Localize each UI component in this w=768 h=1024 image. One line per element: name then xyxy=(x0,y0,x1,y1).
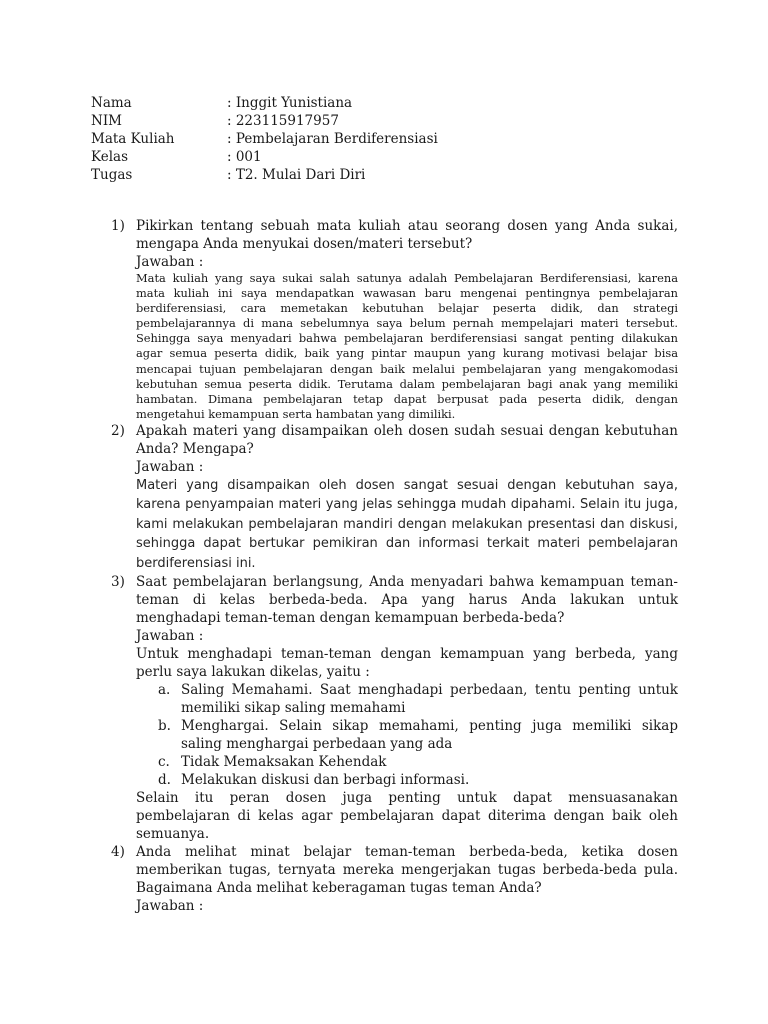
point-text: Menghargai. Selain sikap memahami, penting juga memiliki sikap saling menghargai perbedaan yang ada xyxy=(181,717,678,752)
point-marker: c. xyxy=(158,753,170,770)
question-item-1 xyxy=(111,217,678,422)
student-info xyxy=(91,94,691,184)
point-text: Melakukan diskusi dan berbagi informasi. xyxy=(181,771,470,788)
answer-label: Jawaban : xyxy=(136,627,204,644)
info-label: Nama xyxy=(91,95,132,111)
info-row-nim xyxy=(91,112,691,130)
question-number: 3) xyxy=(111,573,125,590)
point-text: Tidak Memaksakan Kehendak xyxy=(181,753,387,770)
question-number: 2) xyxy=(111,422,125,439)
info-label: Mata Kuliah xyxy=(91,131,175,147)
question-number: 4) xyxy=(111,843,125,860)
info-value: : Pembelajaran Berdiferensiasi xyxy=(227,131,438,147)
question-list xyxy=(111,217,678,915)
point-marker: d. xyxy=(158,771,171,788)
answer-point-c xyxy=(136,753,678,771)
answer-label: Jawaban : xyxy=(136,458,204,475)
question-text: Saat pembelajaran berlangsung, Anda menyadari bahwa kemampuan teman-teman di kelas berbeda-beda. Apa yang harus Anda lakukan untuk menghadapi teman-teman dengan kemampuan berbeda-beda? xyxy=(136,573,678,626)
question-text: Pikirkan tentang sebuah mata kuliah atau seorang dosen yang Anda sukai, mengapa Anda menyukai dosen/materi tersebut? xyxy=(136,218,678,252)
answer-point-b xyxy=(136,717,678,753)
info-value: : T2. Mulai Dari Diri xyxy=(227,167,366,183)
info-value: : 223115917957 xyxy=(227,113,339,129)
answer-label: Jawaban : xyxy=(136,897,204,914)
question-item-2 xyxy=(111,422,678,573)
info-row-nama xyxy=(91,94,691,112)
question-text: Anda melihat minat belajar teman-teman berbeda-beda, ketika dosen memberikan tugas, ternyata mereka mengerjakan tugas berbeda-beda pula. Bagaimana Anda melihat keberagaman tugas teman Anda? xyxy=(136,843,678,896)
answer-point-d xyxy=(136,771,678,789)
info-row-kelas xyxy=(91,148,691,166)
point-text: Saling Memahami. Saat menghadapi perbedaan, tentu penting untuk memiliki sikap saling memahami xyxy=(181,681,678,716)
question-number: 1) xyxy=(111,218,125,234)
info-value: : Inggit Yunistiana xyxy=(227,95,353,111)
answer-text: Mata kuliah yang saya sukai salah satunya adalah Pembelajaran Berdiferensiasi, karena mata kuliah ini saya mendapatkan wawasan baru mengenai pentingnya pembelajaran berdiferensiasi, cara memetakan kebutuhan belajar peserta didik, dan strategi pembelajarannya di mana sebelumnya saya belum pernah mempelajari materi tersebut. Sehingga saya menyadari bahwa pembelajaran berdiferensiasi sangat penting dilakukan agar semua peserta didik, baik yang pintar maupun yang kurang motivasi belajar bisa mencapai tujuan pembelajaran dengan baik melalui pembelajaran yang mengakomodasi kebutuhan semua peserta didik. Terutama dalam pembelajaran bagi anak yang memiliki hambatan. Dimana pembelajaran tetap dapat berpusat pada peserta didik, dengan mengetahui kemampuan serta hambatan yang dimiliki. xyxy=(136,271,678,421)
info-label: Tugas xyxy=(91,167,133,183)
info-label: Kelas xyxy=(91,149,129,165)
question-item-3 xyxy=(111,573,678,843)
answer-intro: Untuk menghadapi teman-teman dengan kemampuan yang berbeda, yang perlu saya lakukan dikelas, yaitu : xyxy=(136,645,678,680)
question-text: Apakah materi yang disampaikan oleh dosen sudah sesuai dengan kebutuhan Anda? Mengapa? xyxy=(136,422,678,457)
info-row-mata-kuliah xyxy=(91,130,691,148)
info-value: : 001 xyxy=(227,149,262,165)
question-item-4 xyxy=(111,843,678,915)
answer-text: Materi yang disampaikan oleh dosen sangat sesuai dengan kebutuhan saya, karena penyampaian materi yang jelas sehingga mudah dipahami. Selain itu juga, kami melakukan pembelajaran mandiri dengan melakukan presentasi dan diskusi, sehingga dapat bertukar pemikiran dan informasi terkait materi pembelajaran berdiferensiasi ini. xyxy=(136,477,678,571)
point-marker: a. xyxy=(158,681,171,698)
answer-label: Jawaban : xyxy=(136,254,204,270)
info-label: NIM xyxy=(91,113,122,129)
point-marker: b. xyxy=(158,717,171,734)
answer-point-a xyxy=(136,681,678,717)
info-row-tugas xyxy=(91,166,691,184)
answer-outro: Selain itu peran dosen juga penting untuk dapat mensuasanakan pembelajaran di kelas agar pembelajaran dapat diterima dengan baik oleh semuanya. xyxy=(136,789,678,842)
